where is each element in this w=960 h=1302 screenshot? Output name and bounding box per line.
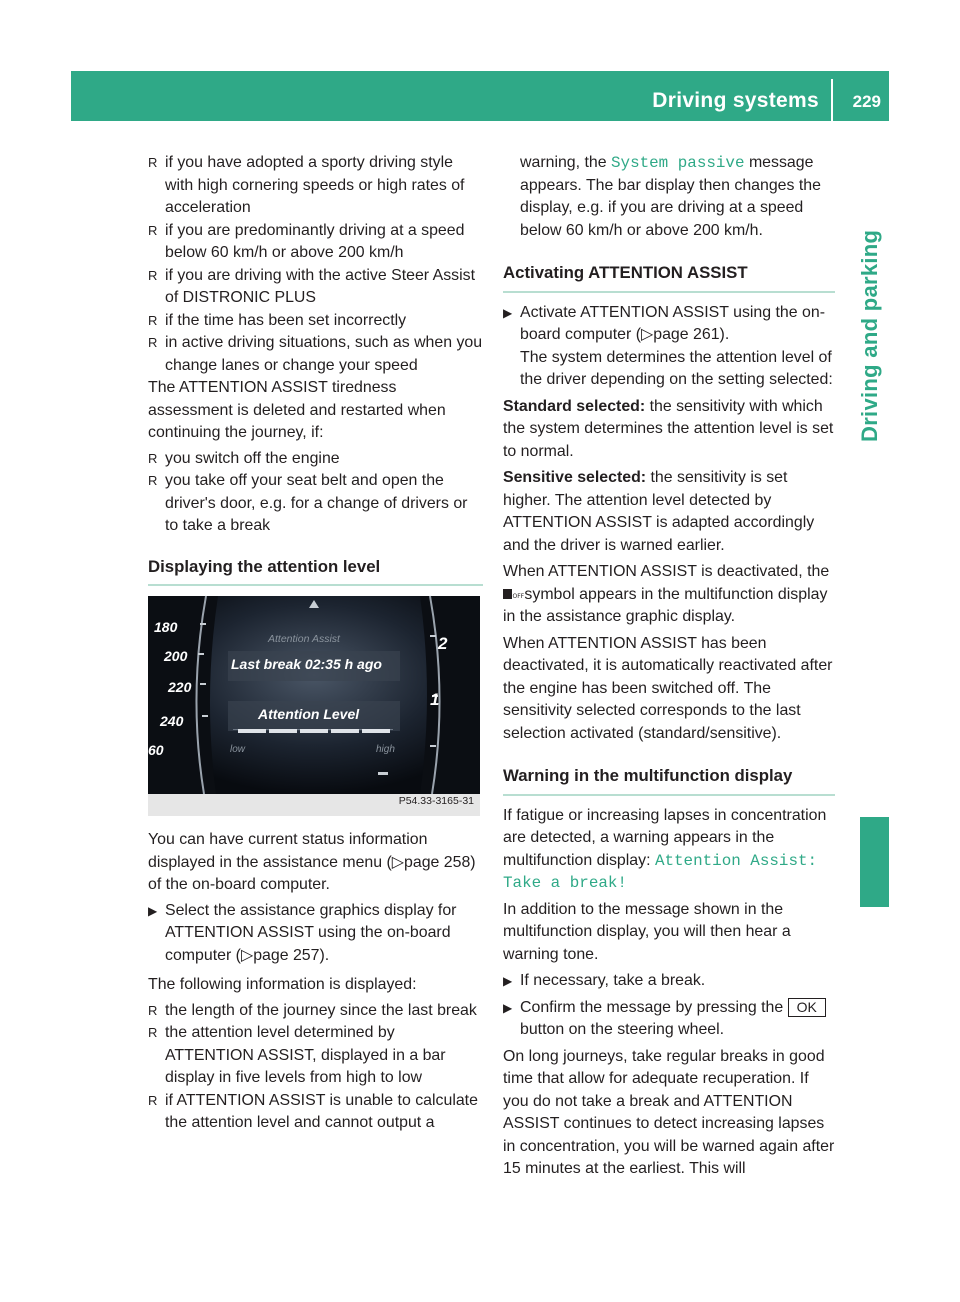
gauge-240: 240 <box>160 713 184 729</box>
fig-high-label: high <box>376 744 395 755</box>
list-item: R you take off your seat belt and open the driver's door, e.g. for a change of drivers or to take a break <box>148 472 468 534</box>
page-ref-arrow-icon: ▷ <box>641 326 654 343</box>
section-heading: Warning in the multifunction display <box>503 765 835 796</box>
list-item: R if ATTENTION ASSIST is unable to calculate the attention level and cannot output a <box>148 1091 478 1131</box>
page-ref-arrow-icon: ▷ <box>240 946 254 964</box>
page-number: 229 <box>852 92 881 111</box>
chapter-marker <box>860 817 889 907</box>
paragraph: When ATTENTION ASSIST has been deactivated, it is automatically reactivated after the engine has been switched off. The sensitivity selected corresponds to the last selection activated (standard/sensitive). <box>503 634 833 742</box>
list-item: R the length of the journey since the last break <box>148 1001 477 1019</box>
gauge-180: 180 <box>154 619 178 635</box>
attention-assist-off-icon <box>503 588 525 600</box>
list-item: R if you have adopted a sporty driving style with high cornering speeds or high rates of acceleration <box>148 154 465 216</box>
display-message: Attention Assist: Take a break! <box>503 851 818 892</box>
attention-level-display-figure <box>148 596 480 816</box>
page-ref-arrow-icon: ▷ <box>391 853 405 871</box>
gauge-60: 60 <box>148 742 164 758</box>
section-title: Driving systems <box>652 89 819 112</box>
paragraph: Standard selected: the sensitivity with which the system determines the attention level is set to normal. <box>503 397 834 460</box>
header-divider <box>831 79 833 121</box>
paragraph: The following information is displayed: <box>148 976 417 993</box>
gauge-200: 200 <box>164 648 188 664</box>
chapter-label: Driving and parking <box>857 230 882 443</box>
left-column <box>148 152 483 1135</box>
display-message: System passive <box>611 154 745 172</box>
section-heading: Activating ATTENTION ASSIST <box>503 262 835 293</box>
list-item: R if the time has been set incorrectly <box>148 311 407 329</box>
instruction-step: ▶ Activate ATTENTION ASSIST using the on-board computer (▷page 261). The system determines the attention level of the driver depending on the setting selected: <box>503 303 833 388</box>
gauge-2: 2 <box>438 634 448 653</box>
section-heading: Displaying the attention level <box>148 556 483 587</box>
figure-reference: P54.33-3165-31 <box>398 794 474 807</box>
list-item: R the attention level determined by ATTENTION ASSIST, displayed in a bar display in five levels from high to low <box>148 1024 446 1086</box>
instruction-step: ▶ If necessary, take a break. <box>503 972 706 989</box>
ok-key-icon: OK <box>788 998 826 1017</box>
fig-low-label: low <box>230 744 246 755</box>
fig-level-label: Attention Level <box>258 706 360 722</box>
list-item: R in active driving situations, such as when you change lanes or change your speed <box>148 334 483 374</box>
paragraph: When ATTENTION ASSIST is deactivated, the OFF symbol appears in the multifunction display in the assistance graphic display. <box>503 563 830 625</box>
gauge-1: 1 <box>430 690 440 709</box>
paragraph: warning, the System passive message appears. The bar display then changes the display, e.g. if you are driving at a speed below 60 km/h or above 200 km/h. <box>520 154 821 239</box>
gauge-220: 220 <box>168 679 192 695</box>
instruction-step: ▶ Confirm the message by pressing the OK button on the steering wheel. <box>503 997 835 1042</box>
fig-header-text: Attention Assist <box>268 633 340 645</box>
fig-last-break: Last break 02:35 h ago <box>231 656 382 672</box>
paragraph: The ATTENTION ASSIST tiredness assessment is deleted and restarted when continuing the journey, if: <box>148 379 446 441</box>
page-header <box>71 71 889 121</box>
right-column <box>503 152 835 1181</box>
svg-text:OFF: OFF <box>512 592 525 600</box>
paragraph: On long journeys, take regular breaks in good time that allow for adequate recuperation. If you do not take a break and ATTENTION ASSIST continues to detect increasing lapses in concentration, you will be warned again after 15 minutes at the earliest. This will <box>503 1047 835 1177</box>
list-item: R if you are predominantly driving at a speed below 60 km/h or above 200 km/h <box>148 221 465 261</box>
paragraph: You can have current status information displayed in the assistance menu (▷page 258) of the on-board computer. <box>148 831 476 893</box>
chapter-side-tab <box>846 230 894 530</box>
list-item: R if you are driving with the active Steer Assist of DISTRONIC PLUS <box>148 266 476 306</box>
paragraph: If fatigue or increasing lapses in concentration are detected, a warning appears in the multifunction display: Attention Assist: Take a break! <box>503 806 827 892</box>
paragraph: In addition to the message shown in the multifunction display, you will then hear a warning tone. <box>503 900 791 963</box>
instruction-step: ▶ Select the assistance graphics display for ATTENTION ASSIST using the on-board computer (▷page 257). <box>148 901 457 964</box>
paragraph: Sensitive selected: the sensitivity is set higher. The attention level detected by ATTENTION ASSIST is adapted accordingly and the driver is warned earlier. <box>503 469 815 554</box>
list-item: R you switch off the engine <box>148 449 340 467</box>
